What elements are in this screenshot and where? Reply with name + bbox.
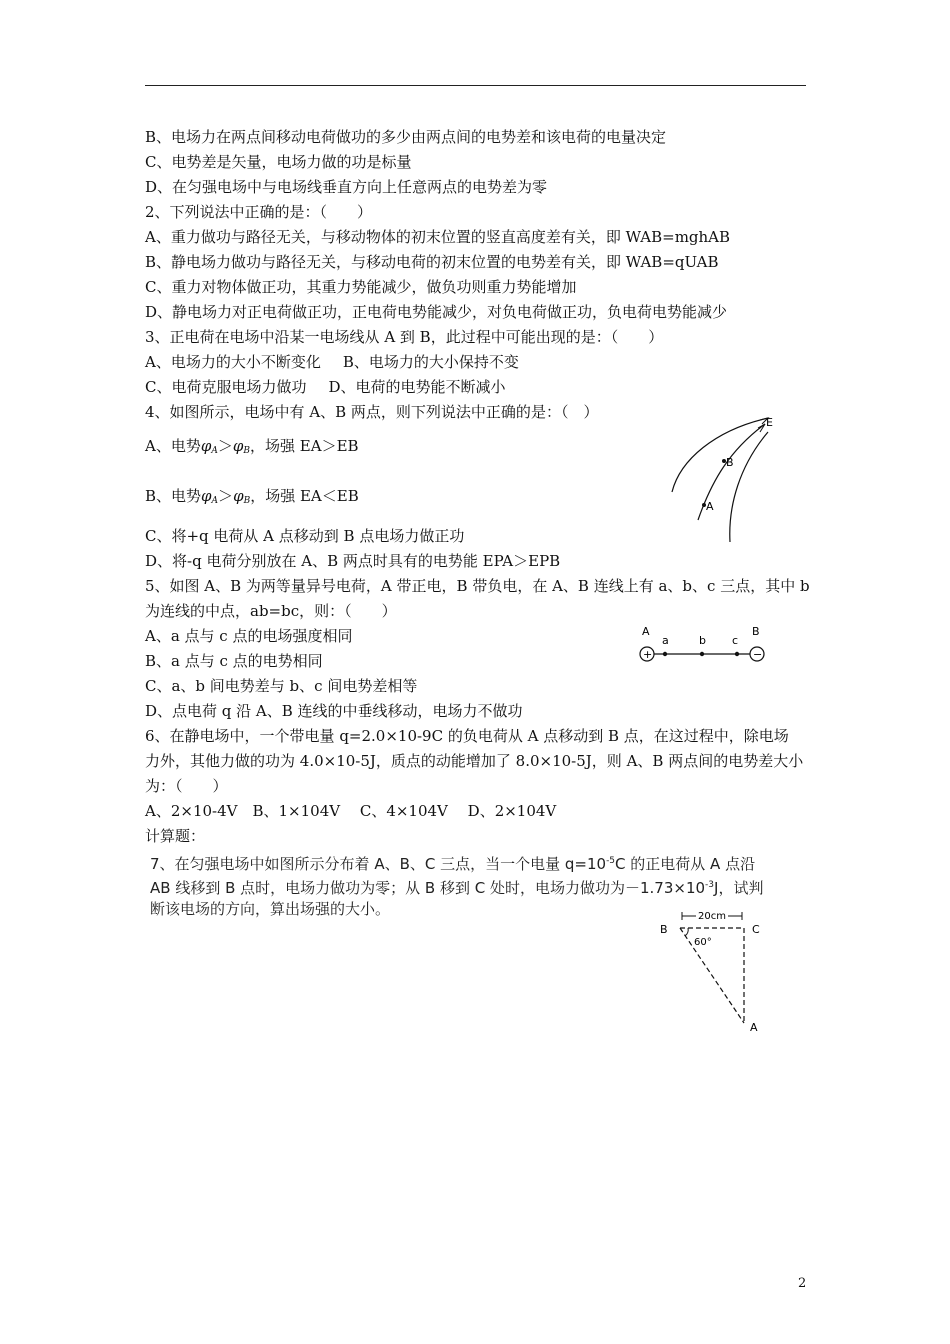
q7-line2: AB 线移到 B 点时，电场力做功为零；从 B 移到 C 处时，电场力做功为$-1.73\times 10^{-3}J$，试判 <box>150 879 764 897</box>
q3-option-d: D、电荷的电势能不断减小 <box>328 378 506 396</box>
q5-option-a: A、a 点与 c 点的电场强度相同 <box>145 627 353 645</box>
q4-option-d: D、将-q 电荷分别放在 A、B 两点时具有的电势能 EPA＞EPB <box>145 552 561 570</box>
q5-option-d: D、点电荷 q 沿 A、B 连线的中垂线移动，电场力不做功 <box>145 702 523 720</box>
label-a: a <box>662 634 669 647</box>
distance-label: 20cm <box>698 911 726 922</box>
label-b: B <box>660 923 668 936</box>
q6-line2: 力外，其他力做的功为 4.0×10-5J，质点的动能增加了 8.0×10-5J，则 A、B 两点间的电势差大小 <box>145 752 804 770</box>
label-c: c <box>732 634 739 647</box>
label-charge-b: B <box>752 625 760 638</box>
q6-line1: 6、在静电场中，一个带电量 q=2.0×10-9C 的负电荷从 A 点移动到 B 点，在这过程中，除电场 <box>145 727 789 745</box>
point-c <box>735 652 739 656</box>
q3-stem: 3、正电荷在电场中沿某一电场线从 A 到 B，此过程中可能出现的是：（ ） <box>145 328 664 346</box>
q7-line3: 断该电场的方向，算出场强的大小。 <box>150 900 391 918</box>
q5-stem-line2: 为连线的中点，ab=bc，则：（ ） <box>145 602 397 620</box>
q7-line1: 7、在匀强电场中如图所示分布着 A、B、C 三点，当一个电量 $q=10^{-5}C$ 的正电荷从 A 点沿 <box>150 855 756 873</box>
q4-option-c: C、将+q 电荷从 A 点移动到 B 点电场力做正功 <box>145 527 465 545</box>
q4-option-a: A、电势$\varphi_A>\varphi_B$，场强 EA＞EB <box>145 437 359 456</box>
label-b: b <box>699 634 706 647</box>
q2-option-d: D、静电场力对正电荷做正功，正电荷电势能减少，对负电荷做正功，负电荷电势能减少 <box>145 303 728 321</box>
field-lines-figure <box>660 410 780 545</box>
label-a: A <box>750 1021 758 1034</box>
triangle-figure <box>652 905 772 1035</box>
q6-options: A、2×10-4V B、1×104V C、4×104V D、2×104V <box>145 802 557 820</box>
q3-options-row1 <box>145 352 519 372</box>
q3-option-c: C、电荷克服电场力做功 <box>145 378 307 396</box>
phi-symbol: φ <box>201 487 212 505</box>
phi-symbol: φ <box>200 437 212 455</box>
label-b: B <box>726 456 734 469</box>
q6-line3: 为：（ ） <box>145 777 228 795</box>
q2-stem: 2、下列说法中正确的是：（ ） <box>145 203 373 221</box>
q3-options-row2 <box>145 377 506 397</box>
point-b <box>700 652 704 656</box>
q3-option-a: A、电场力的大小不断变化 <box>145 353 321 371</box>
q4-option-b: B、电势$\varphi_A>\varphi_B$，场强 EA＜EB <box>145 487 359 506</box>
q5-option-b: B、a 点与 c 点的电势相同 <box>145 652 323 670</box>
angle-arc <box>685 928 688 936</box>
label-c: C <box>752 923 760 936</box>
q5-option-c: C、a、b 间电势差与 b、c 间电势差相等 <box>145 677 418 695</box>
q4-stem: 4、如图所示，电场中有 A、B 两点，则下列说法中正确的是：（ ） <box>145 403 599 421</box>
q3-option-b: B、电场力的大小保持不变 <box>342 353 519 371</box>
header-rule <box>145 85 806 86</box>
label-a: A <box>706 500 714 513</box>
q1-option-d: D、在匀强电场中与电场线垂直方向上任意两点的电势差为零 <box>145 178 548 196</box>
angle-label: 60° <box>694 937 712 948</box>
calc-heading: 计算题： <box>145 827 206 845</box>
q1-option-b: B、电场力在两点间移动电荷做功的多少由两点间的电势差和该电荷的电量决定 <box>145 128 667 146</box>
q2-option-b: B、静电场力做功与路径无关，与移动电荷的初末位置的电势差有关，即 WAB=qUAB <box>145 253 719 271</box>
field-line-left <box>672 418 768 492</box>
svg-text:−: − <box>753 648 763 661</box>
side-ba <box>680 928 744 1023</box>
field-line-right <box>730 432 768 542</box>
label-e: E <box>766 416 773 429</box>
point-a <box>663 652 667 656</box>
label-charge-a: A <box>642 625 650 638</box>
charges-figure <box>632 622 772 664</box>
phi-symbol: φ <box>233 487 244 505</box>
phi-symbol: φ <box>232 437 244 455</box>
page-number: 2 <box>798 1276 807 1291</box>
q2-option-a: A、重力做功与路径无关，与移动物体的初末位置的竖直高度差有关，即 WAB=mghAB <box>145 228 731 246</box>
q1-option-c: C、电势差是矢量，电场力做的功是标量 <box>145 153 412 171</box>
q5-stem-line1: 5、如图 A、B 为两等量异号电荷，A 带正电，B 带负电，在 A、B 连线上有 a、b、c 三点，其中 b <box>145 577 810 595</box>
q2-option-c: C、重力对物体做正功，其重力势能减少，做负功则重力势能增加 <box>145 278 577 296</box>
svg-text:+: + <box>643 648 653 661</box>
